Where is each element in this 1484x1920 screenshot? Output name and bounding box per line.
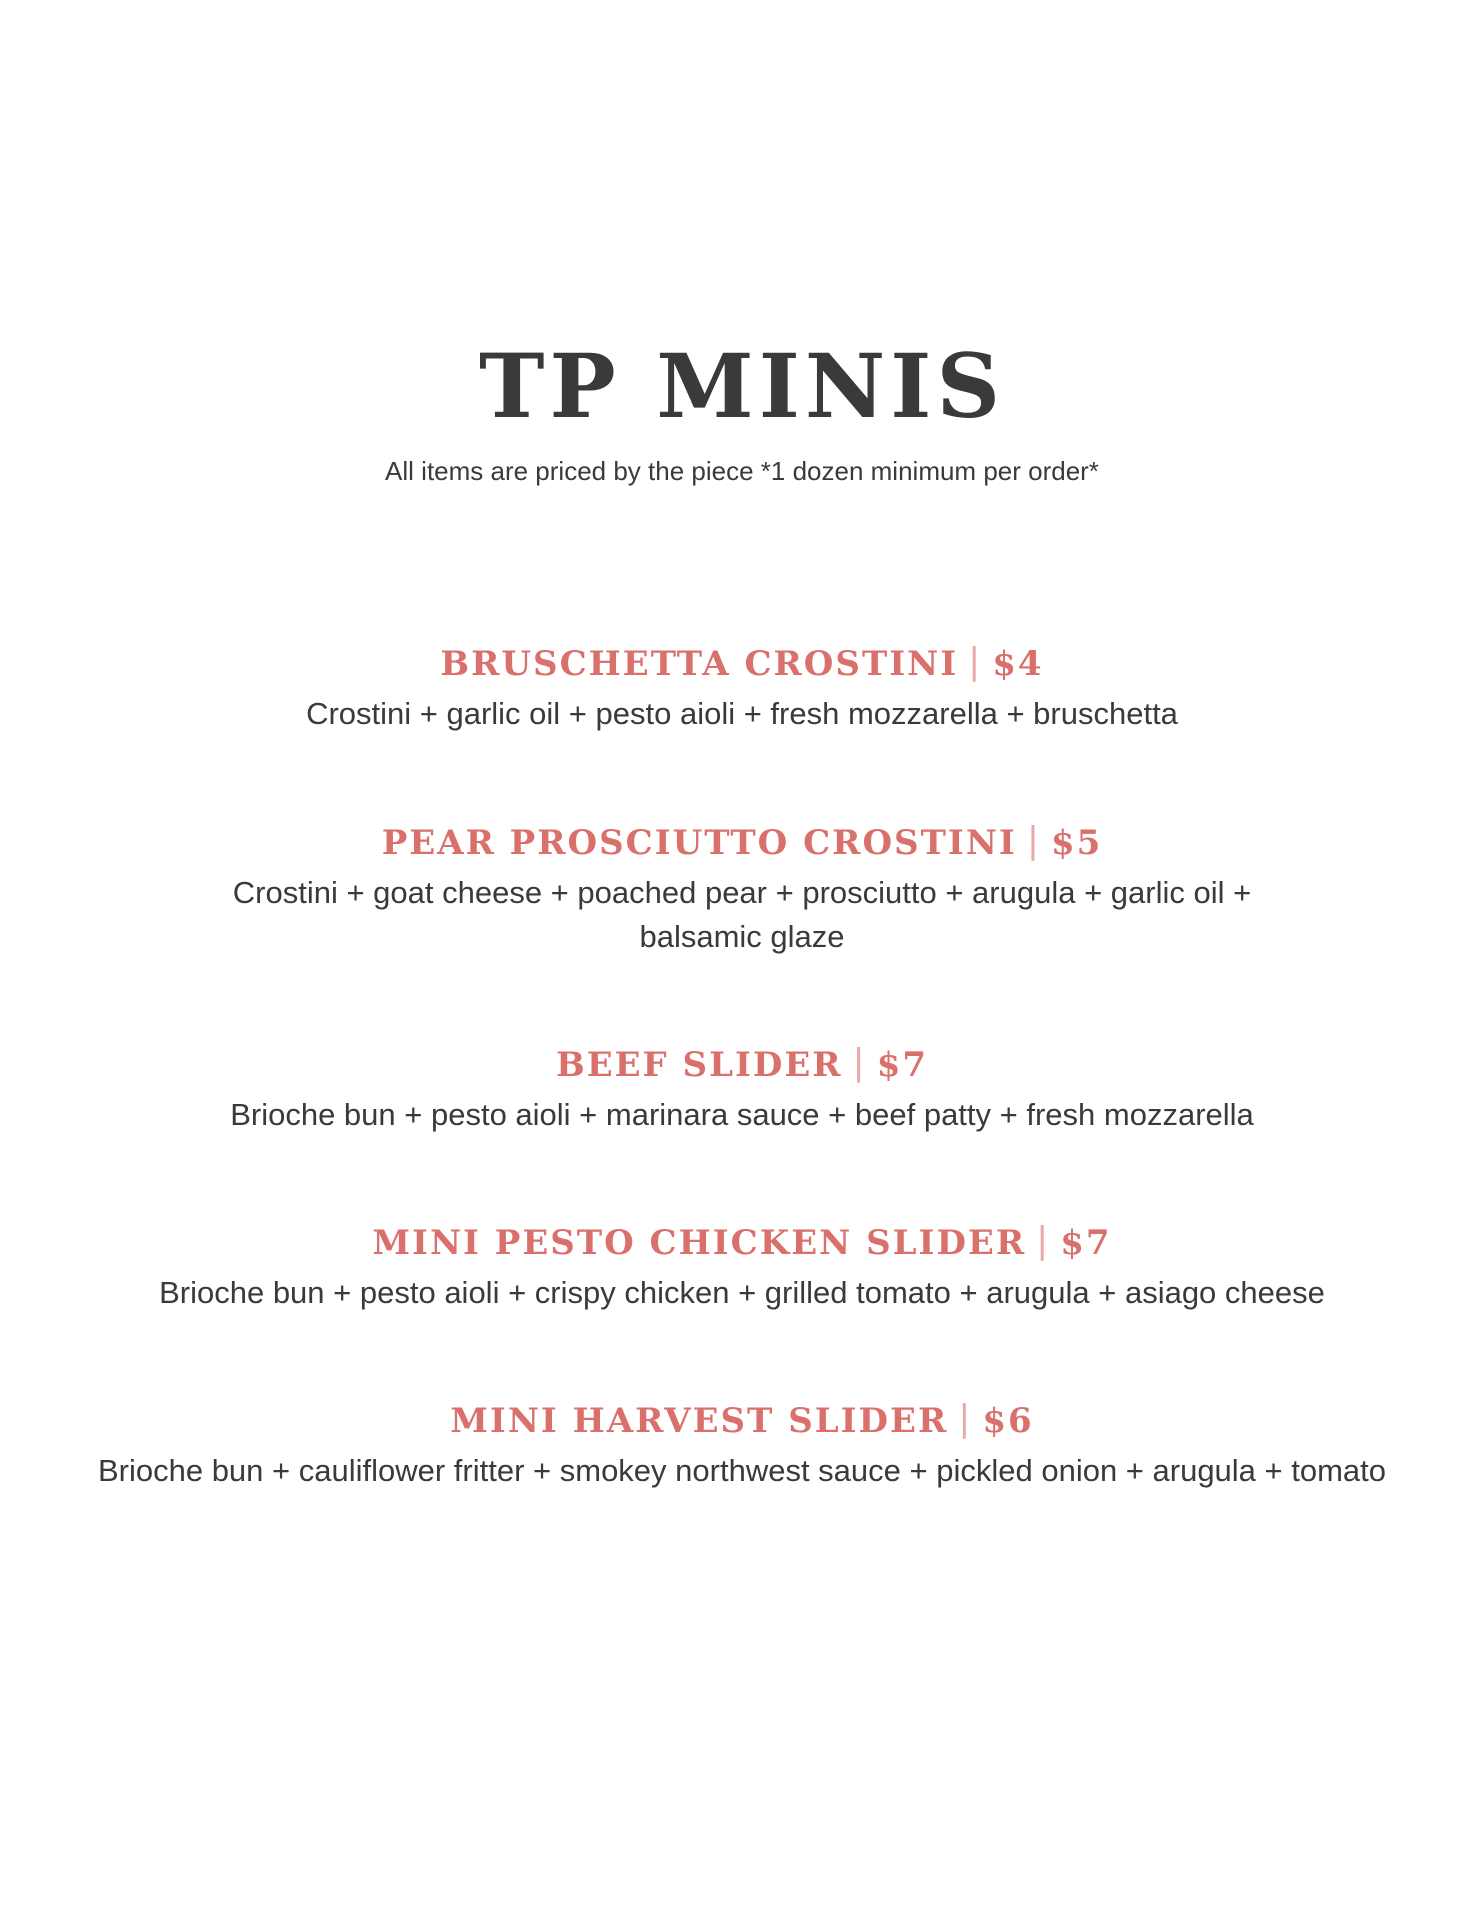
item-description: Brioche bun + cauliflower fritter + smokey northwest sauce + pickled onion + arugula + tomato (97, 1453, 1387, 1488)
item-name: BEEF SLIDER (555, 1045, 843, 1085)
item-name: MINI PESTO CHICKEN SLIDER (372, 1223, 1027, 1263)
item-description: Brioche bun + pesto aioli + crispy chicken + grilled tomato + arugula + asiago cheese (159, 1275, 1325, 1310)
item-price: $7 (876, 1045, 929, 1085)
price-separator: | (1026, 820, 1041, 861)
item-description: Crostini + goat cheese + poached pear + prosciutto + arugula + garlic oil + balsamic glaze (232, 875, 1252, 954)
menu-item (70, 1043, 1414, 1137)
item-heading (70, 642, 1414, 686)
menu-item (70, 1221, 1414, 1315)
item-name: PEAR PROSCIUTTO CROSTINI (381, 823, 1017, 863)
item-heading (70, 1221, 1414, 1265)
menu-item (70, 821, 1414, 959)
item-description: Brioche bun + pesto aioli + marinara sauce + beef patty + fresh mozzarella (230, 1097, 1254, 1132)
item-description: Crostini + garlic oil + pesto aioli + fresh mozzarella + bruschetta (306, 696, 1178, 731)
item-price: $6 (982, 1401, 1034, 1441)
item-price: $4 (992, 644, 1044, 684)
item-name: BRUSCHETTA CROSTINI (440, 644, 959, 684)
price-separator: | (1036, 1220, 1051, 1261)
menu-title: TP MINIS (478, 334, 1006, 438)
menu-subtitle: All items are priced by the piece *1 dozen minimum per order* (385, 456, 1099, 486)
menu-item (70, 642, 1414, 736)
price-separator: | (852, 1042, 867, 1083)
item-price: $5 (1050, 823, 1103, 863)
item-heading (70, 1399, 1414, 1443)
item-heading (70, 821, 1414, 865)
menu-item (70, 1399, 1414, 1493)
item-heading (70, 1043, 1414, 1087)
price-separator: | (958, 1398, 973, 1439)
price-separator: | (968, 641, 983, 682)
item-name: MINI HARVEST SLIDER (450, 1401, 949, 1441)
item-price: $7 (1060, 1223, 1112, 1263)
